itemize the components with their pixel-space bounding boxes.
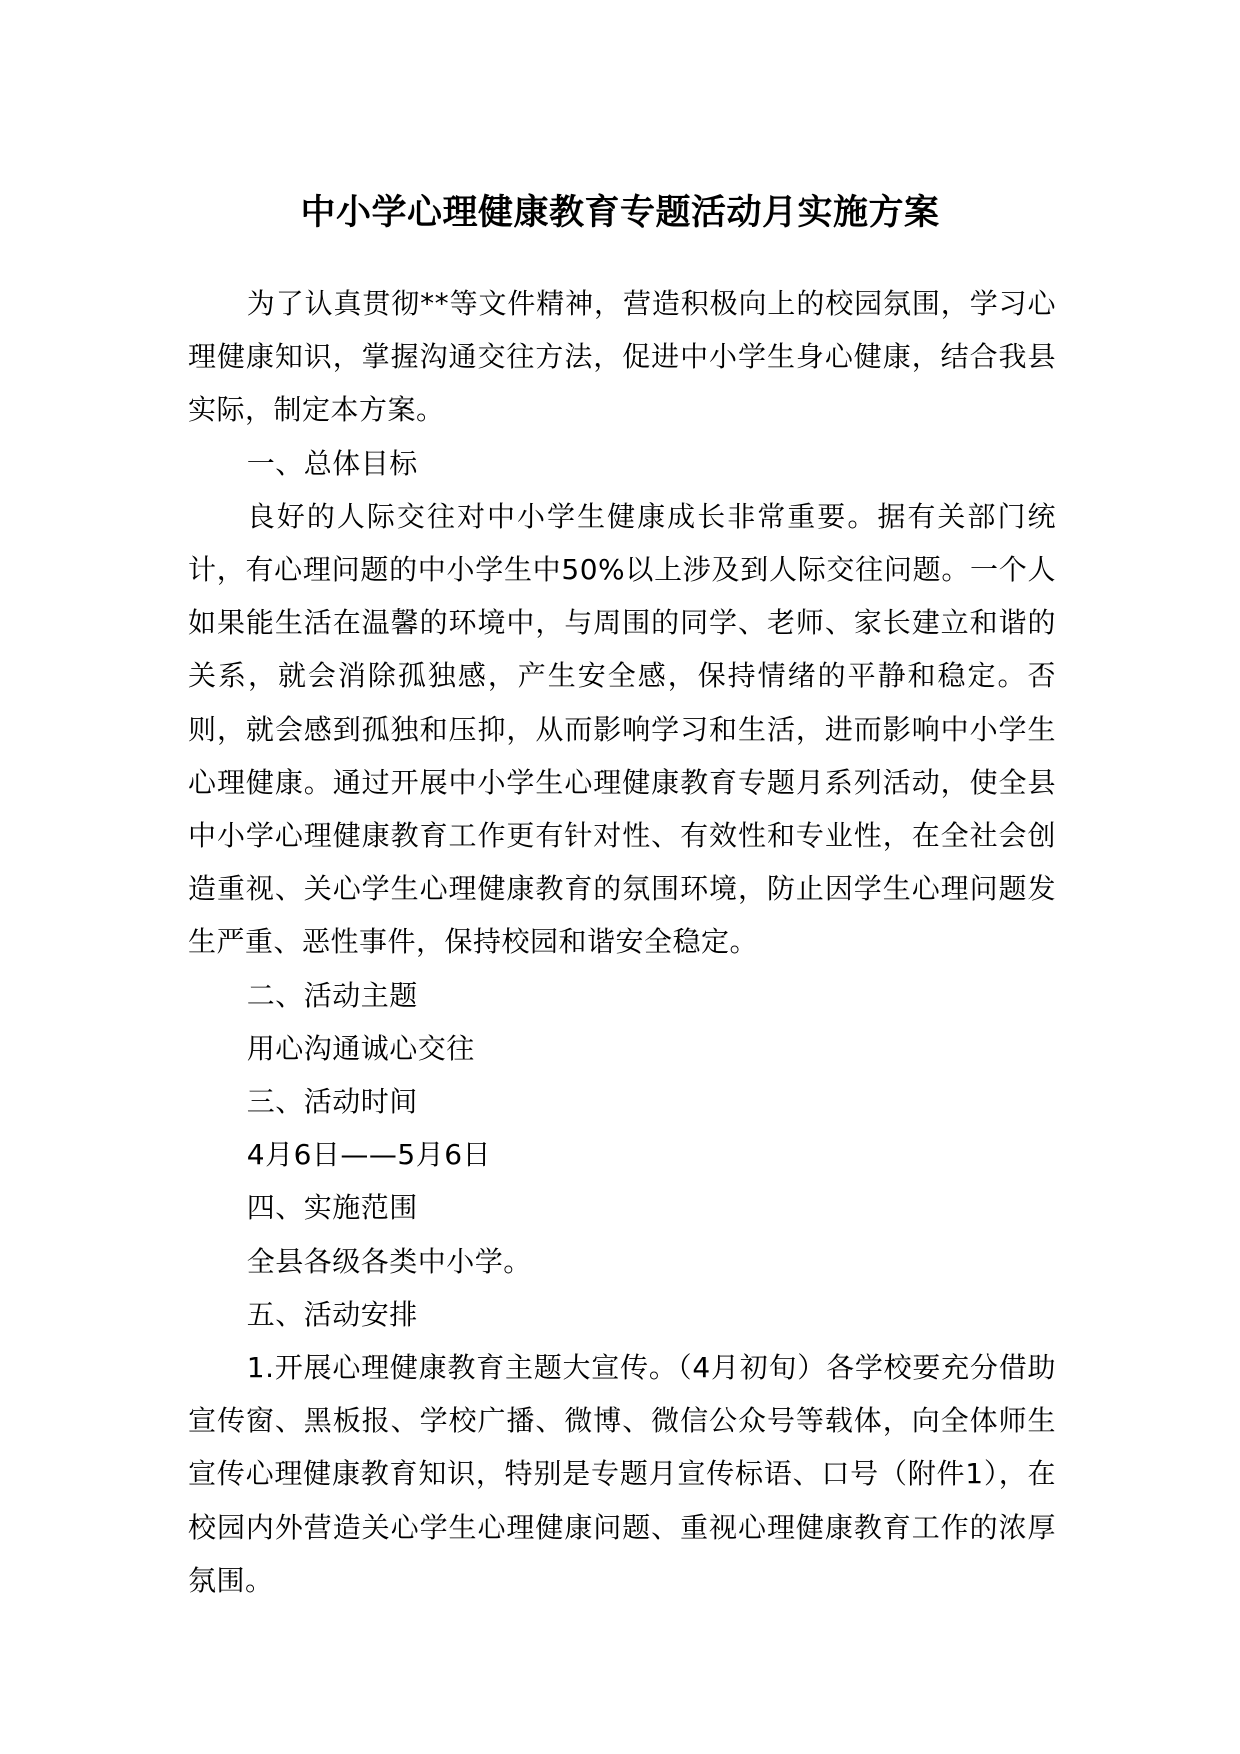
section-heading-time: 三、活动时间 (246, 1085, 418, 1119)
paragraph-intro: 为了认真贯彻**等文件精神，营造积极向上的校园氛围，学习心理健康知识，掌握沟通交往方法，促进中小学生身心健康，结合我县实际，制定本方案。 (188, 287, 1056, 427)
section-heading-goal: 一、总体目标 (246, 446, 418, 480)
paragraph-time: 4月6日——5月6日 (246, 1138, 492, 1172)
paragraph-arrangement-1: 1.开展心理健康教育主题大宣传。（4月初旬）各学校要充分借助宣传窗、黑板报、学校广播、微博、微信公众号等载体，向全体师生宣传心理健康教育知识，特别是专题月宣传标语、口号（附件1），在校园内外营造关心学生心理健康问题、重视心理健康教育工作的浓厚氛围。 (188, 1351, 1056, 1597)
paragraph-theme: 用心沟通诚心交往 (246, 1031, 475, 1065)
document-title: 中小学心理健康教育专题活动月实施方案 (300, 193, 940, 233)
section-heading-scope: 四、实施范围 (246, 1191, 418, 1225)
section-heading-arrangement: 五、活动安排 (246, 1297, 418, 1331)
section-heading-theme: 二、活动主题 (246, 978, 418, 1012)
paragraph-scope: 全县各级各类中小学。 (246, 1244, 532, 1278)
document-body (188, 277, 1056, 1607)
paragraph-goal: 良好的人际交往对中小学生健康成长非常重要。据有关部门统计，有心理问题的中小学生中50%以上涉及到人际交往问题。一个人如果能生活在温馨的环境中，与周围的同学、老师、家长建立和谐的关系，就会消除孤独感，产生安全感，保持情绪的平静和稳定。否则，就会感到孤独和压抑，从而影响学习和生活，进而影响中小学生心理健康。通过开展中小学生心理健康教育专题月系列活动，使全县中小学心理健康教育工作更有针对性、有效性和专业性，在全社会创造重视、关心学生心理健康教育的氛围环境，防止因学生心理问题发生严重、恶性事件，保持校园和谐安全稳定。 (188, 499, 1056, 959)
